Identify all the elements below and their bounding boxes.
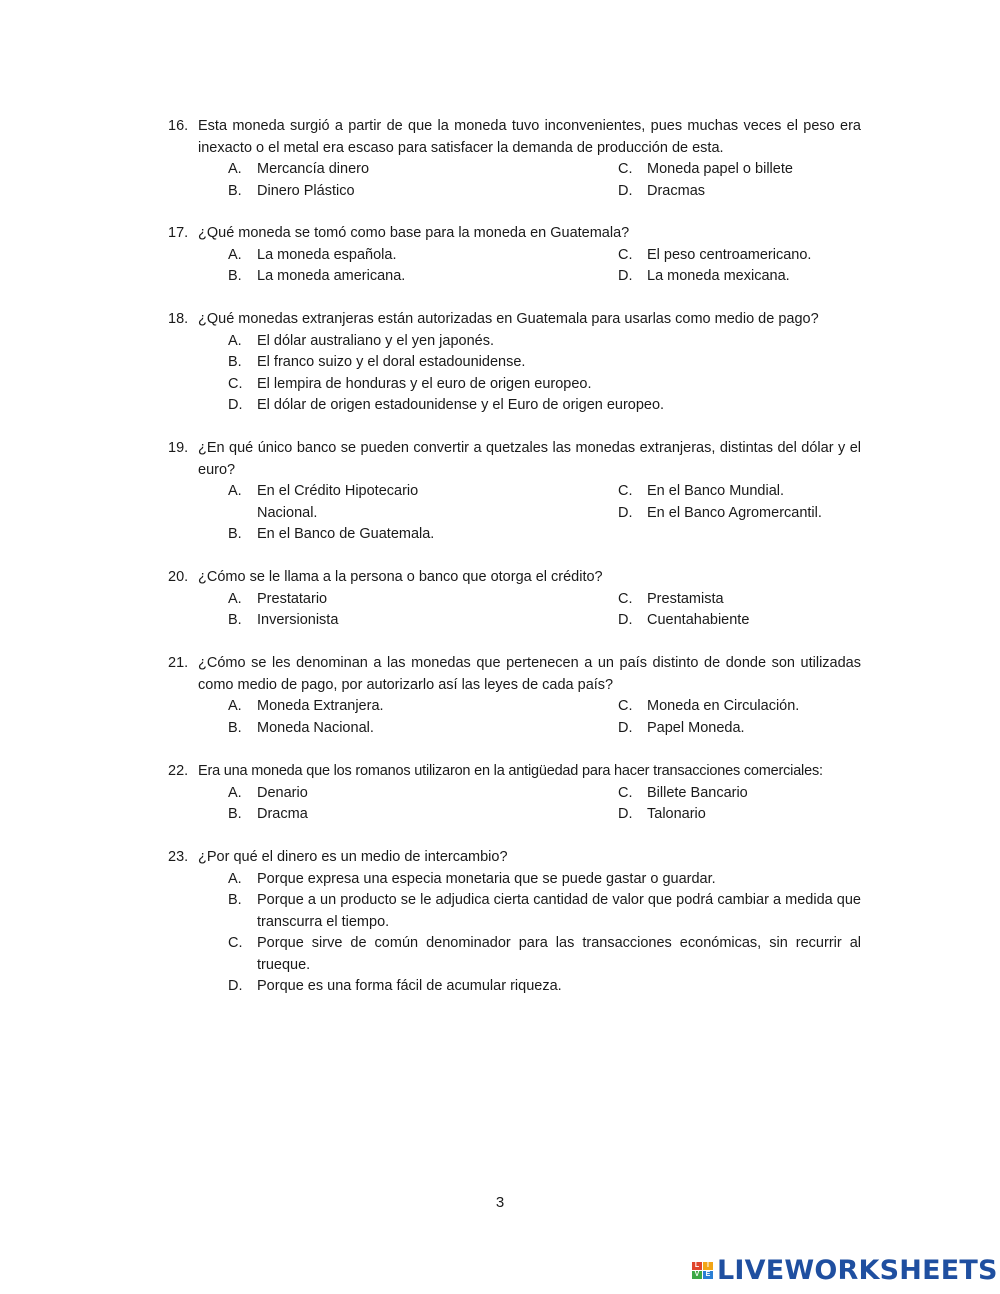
- option-text: La moneda americana.: [257, 268, 406, 284]
- option-text: En el Crédito Hipotecario Nacional.: [257, 483, 419, 521]
- option-text: El dólar de origen estadounidense y el Euro de origen europeo.: [257, 397, 665, 413]
- option-d[interactable]: [618, 804, 1000, 826]
- page-number: 3: [495, 1194, 505, 1211]
- option-text: Dracma: [257, 806, 308, 822]
- option-c[interactable]: [618, 245, 1000, 267]
- option-d[interactable]: [618, 503, 1000, 525]
- question-number: 23.: [168, 849, 189, 865]
- option-b[interactable]: [228, 718, 618, 740]
- option-letter: A.: [228, 483, 242, 499]
- option-letter: A.: [228, 246, 242, 263]
- option-letter: C.: [618, 161, 633, 177]
- option-letter: D.: [618, 612, 633, 628]
- option-letter: A.: [228, 698, 242, 714]
- option-d[interactable]: [618, 610, 1000, 632]
- question-number: 18.: [168, 311, 189, 327]
- option-text: Billete Bancario: [647, 784, 748, 801]
- option-text: Moneda Nacional.: [257, 719, 374, 736]
- option-d[interactable]: [618, 718, 1000, 740]
- question-23: [168, 847, 861, 998]
- option-d[interactable]: [228, 395, 861, 417]
- option-c[interactable]: [618, 589, 1000, 611]
- option-b[interactable]: [228, 266, 618, 288]
- option-c[interactable]: [618, 783, 1000, 805]
- logo-mark-l: L: [692, 1262, 702, 1270]
- option-text: El lempira de honduras y el euro de origen europeo.: [257, 375, 592, 392]
- option-text: Porque es una forma fácil de acumular riqueza.: [257, 978, 562, 994]
- option-a[interactable]: [228, 245, 618, 267]
- option-letter: C.: [618, 784, 633, 801]
- option-letter: B.: [228, 612, 242, 628]
- option-letter: B.: [228, 268, 242, 284]
- option-letter: C.: [228, 935, 243, 951]
- option-letter: A.: [228, 590, 242, 607]
- option-text: En el Banco de Guatemala.: [257, 526, 435, 542]
- question-text: Esta moneda surgió a partir de que la moneda tuvo inconvenientes, pues muchas veces el peso era inexacto o el metal era escaso para satisfacer la demanda de producción de esta.: [198, 118, 861, 156]
- question-number: 17.: [168, 225, 189, 241]
- option-b[interactable]: [228, 890, 861, 933]
- option-text: Porque expresa una especia monetaria que se puede gastar o guardar.: [257, 870, 716, 887]
- option-c[interactable]: [228, 933, 861, 976]
- option-letter: D.: [618, 806, 633, 822]
- option-d[interactable]: [618, 266, 1000, 288]
- question-number: 16.: [168, 118, 189, 134]
- option-letter: D.: [618, 504, 633, 521]
- option-text: Dracmas: [647, 182, 706, 199]
- option-text: Talonario: [647, 806, 706, 822]
- option-d[interactable]: [618, 181, 1000, 203]
- option-letter: B.: [228, 354, 242, 370]
- option-c[interactable]: [618, 159, 1000, 181]
- question-text: ¿En qué único banco se pueden convertir a quetzales las monedas extranjeras, distintas del dólar y el euro?: [198, 440, 861, 478]
- question-number: 21.: [168, 655, 189, 671]
- question-text: Era una moneda que los romanos utilizaron en la antigüedad para hacer transacciones comerciales:: [198, 763, 823, 779]
- option-letter: D.: [228, 397, 243, 413]
- logo-mark-v: V: [692, 1271, 702, 1279]
- question-number: 22.: [168, 763, 189, 779]
- question-text: ¿Por qué el dinero es un medio de intercambio?: [198, 849, 508, 865]
- option-text: Porque sirve de común denominador para las transacciones económicas, sin recurrir al trueque.: [257, 935, 861, 973]
- liveworksheets-logo[interactable]: [692, 1255, 998, 1286]
- option-a[interactable]: [228, 589, 618, 611]
- question-text: ¿Qué moneda se tomó como base para la moneda en Guatemala?: [198, 225, 630, 241]
- question-18: [168, 309, 861, 417]
- option-a[interactable]: [228, 783, 618, 805]
- option-text: Porque a un producto se le adjudica cierta cantidad de valor que podrá cambiar a medida que transcurra el tiempo.: [257, 892, 861, 930]
- option-text: Moneda papel o billete: [647, 161, 793, 177]
- option-letter: A.: [228, 870, 242, 887]
- option-letter: C.: [618, 698, 633, 714]
- option-text: Moneda en Circulación.: [647, 698, 800, 714]
- question-number: 20.: [168, 569, 189, 585]
- question-text: ¿Cómo se le llama a la persona o banco que otorga el crédito?: [198, 569, 603, 585]
- option-text: Dinero Plástico: [257, 182, 355, 199]
- option-letter: D.: [228, 978, 243, 994]
- option-letter: D.: [618, 182, 633, 199]
- question-22: [168, 761, 861, 826]
- option-letter: A.: [228, 332, 242, 349]
- option-text: Mercancía dinero: [257, 161, 370, 177]
- option-b[interactable]: [228, 610, 618, 632]
- option-letter: C.: [618, 246, 633, 263]
- option-text: La moneda mexicana.: [647, 268, 790, 284]
- option-text: En el Banco Agromercantil.: [647, 504, 822, 521]
- option-letter: B.: [228, 526, 242, 542]
- option-letter: A.: [228, 784, 242, 801]
- option-c[interactable]: [618, 696, 1000, 718]
- option-text: El peso centroamericano.: [647, 246, 812, 263]
- option-a[interactable]: [228, 481, 428, 524]
- option-text: Cuentahabiente: [647, 612, 750, 628]
- option-c[interactable]: [228, 374, 861, 396]
- question-16: [168, 116, 861, 202]
- option-letter: B.: [228, 182, 242, 199]
- option-text: En el Banco Mundial.: [647, 483, 785, 499]
- option-text: Denario: [257, 784, 308, 801]
- option-letter: A.: [228, 161, 242, 177]
- logo-mark-icon: [692, 1262, 713, 1279]
- option-b[interactable]: [228, 181, 618, 203]
- logo-mark-e: E: [703, 1271, 713, 1279]
- option-text: Papel Moneda.: [647, 719, 745, 736]
- option-text: El dólar australiano y el yen japonés.: [257, 332, 494, 349]
- question-19: [168, 438, 861, 546]
- option-text: Moneda Extranjera.: [257, 698, 384, 714]
- option-d[interactable]: [228, 976, 861, 998]
- option-a[interactable]: [228, 869, 861, 891]
- question-20: [168, 567, 861, 632]
- question-text: ¿Cómo se les denominan a las monedas que pertenecen a un país distinto de donde son utilizadas como medio de pago, por autorizarlo así las leyes de cada país?: [198, 655, 861, 693]
- option-text: Prestatario: [257, 590, 328, 607]
- option-letter: B.: [228, 806, 242, 822]
- question-17: [168, 223, 861, 288]
- option-a[interactable]: [228, 331, 861, 353]
- option-letter: B.: [228, 719, 242, 736]
- option-b[interactable]: [228, 352, 861, 374]
- option-c[interactable]: [618, 481, 1000, 503]
- option-letter: C.: [618, 590, 633, 607]
- option-b[interactable]: [228, 804, 618, 826]
- logo-mark-i: I: [703, 1262, 713, 1270]
- option-a[interactable]: [228, 159, 618, 181]
- option-letter: D.: [618, 268, 633, 284]
- option-text: El franco suizo y el doral estadounidense.: [257, 354, 526, 370]
- logo-text: LIVEWORKSHEETS: [717, 1255, 998, 1286]
- question-text: ¿Qué monedas extranjeras están autorizadas en Guatemala para usarlas como medio de pago?: [198, 311, 819, 327]
- question-number: 19.: [168, 440, 189, 456]
- option-text: Inversionista: [257, 612, 339, 628]
- option-b[interactable]: [228, 524, 618, 546]
- option-letter: B.: [228, 892, 242, 908]
- question-21: [168, 653, 861, 739]
- option-letter: D.: [618, 719, 633, 736]
- option-a[interactable]: [228, 696, 618, 718]
- option-letter: C.: [228, 375, 243, 392]
- option-text: Prestamista: [647, 590, 724, 607]
- option-letter: C.: [618, 483, 633, 499]
- option-text: La moneda española.: [257, 246, 397, 263]
